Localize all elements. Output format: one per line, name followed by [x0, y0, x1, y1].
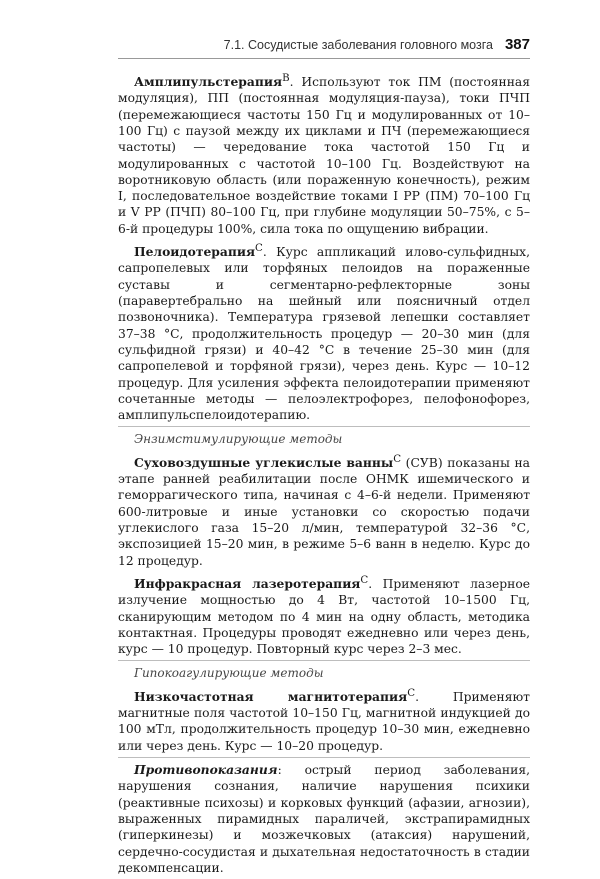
grade-magnetotherapy: C	[407, 686, 416, 699]
grade-ir-laser: C	[360, 573, 369, 586]
header-divider	[118, 58, 530, 59]
section-heading-enzyme: Энзимстимулирующие методы	[134, 432, 343, 447]
running-header	[118, 36, 530, 53]
contra-divider	[118, 757, 530, 758]
grade-amplipulse: B	[282, 72, 290, 84]
grade-co2-baths: C	[393, 452, 402, 465]
paragraph-peloid	[118, 240, 530, 423]
chapter-title: 7.1. Сосудистые заболевания головного мозга	[223, 38, 493, 52]
text-peloid: . Курс аппликаций илово-сульфидных, сапропелевых или торфяных пелоидов на пораженные суставы и сегментарно-рефлекторные зоны (паравертебрально на шейный или поясничный отдел позвоночника). Температура грязевой лепешки составляет 37–38 °С, продолжительность процедур — 20–30 мин (для сульфидной грязи) и 40–42 °С в течение 25–30 мин (для сапропелевой и торфяной грязи), через день. Курс — 10–12 процедур. Для усиления эффекта пелоидотерапии применяют сочетанные методы — пелоэлектрофорез, пелофонофорез, амплипульспелоидотерапию.	[118, 245, 530, 423]
term-peloid: Пелоидотерапия	[134, 244, 256, 260]
page-content	[118, 70, 530, 879]
paragraph-contraindications	[118, 762, 530, 876]
term-ir-laser: Инфракрасная лазеротерапия	[134, 575, 361, 591]
grade-peloid: C	[255, 242, 263, 255]
contraindications-text: : острый период заболевания, нарушения сознания, наличие нарушения психики (реактивные психозы) и корковых функций (афазии, агнозии), выраженных пирамидных параличей, экстрапирамидных (гиперкинезы) и мозжечковых (атаксия) нарушений, сердечно-сосудистая и дыхательная недостаточность в стадии декомпенсации.	[118, 763, 530, 875]
paragraph-co2-baths	[118, 451, 530, 569]
text-ir-laser: . Применяют лазерное излучение мощностью до 4 Вт, частотой 10–1500 Гц, сканирующим методом по 4 мин на одну область, методика контактная. Процедуры проводят ежедневно или через день, курс — 10 процедур. Повторный курс через 2–3 мес.	[118, 576, 530, 657]
text-amplipulse: . Используют ток ПМ (постоянная модуляция), ПП (постоянная модуляция-пауза), токи ПЧП (перемежающиеся частоты 150 Гц и модулированных от 10–100 Гц) с паузой между их циклами и ПЧ (перемежающиеся частоты) — чередование тока частотой 150 Гц и модулированных с частотой 10–100 Гц. Воздействуют на воротниковую область (или пораженную конечность), режим I, последовательное воздействие токами I РР (ПМ) 70–100 Гц и V РР (ПЧП) 80–100 Гц, при глубине модуляции 50–75%, с 5–6-й процедуры 100%, сила тока по ощущению вибрации.	[118, 75, 530, 236]
page-number: 387	[504, 36, 530, 53]
section-divider	[118, 660, 530, 661]
paragraph-magnetotherapy	[118, 685, 530, 754]
paragraph-ir-laser	[118, 572, 530, 658]
term-magnetotherapy: Низкочастотная магнитотерапия	[134, 688, 408, 704]
text-co2-baths: (СУВ) показаны на этапе ранней реабилитации после ОНМК ишемического и геморрагического типа, начиная с 4–6-й недели. Применяют 600-литровые и иные установки со скоростью подачи углекислого газа 15–20 л/мин, температурой 32–36 °С, экспозицией 15–20 мин, в режиме 5–6 ванн в неделю. Курс до 12 процедур.	[118, 455, 530, 568]
section-heading-hypocoag: Гипокоагулирующие методы	[134, 666, 324, 681]
contraindications-label: Противопоказания	[134, 762, 278, 778]
paragraph-amplipulse	[118, 70, 530, 237]
section-divider	[118, 426, 530, 427]
term-co2-baths: Суховоздушные углекислые ванны	[134, 454, 394, 470]
text-magnetotherapy: . Применяют магнитные поля частотой 10–150 Гц, магнитной индукцией до 100 мТл, продолжительность процедур 10–30 мин, ежедневно или через день. Курс — 10–20 процедур.	[118, 689, 530, 753]
term-amplipulse: Амплипульстерапия	[134, 74, 283, 90]
